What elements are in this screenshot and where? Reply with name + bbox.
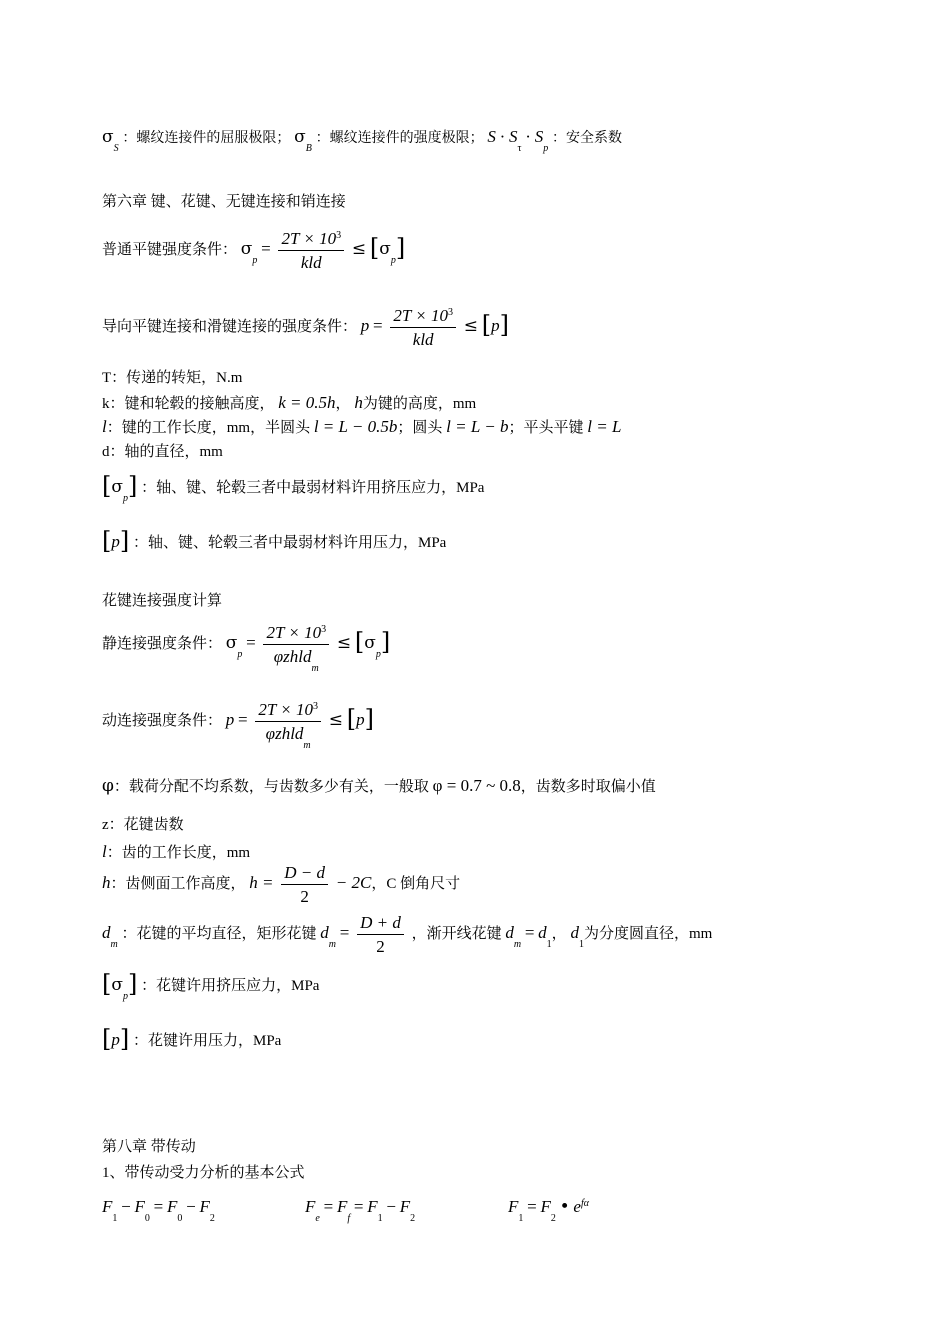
- chapter-6-title: 第六章 键、花键、无键连接和销连接: [102, 194, 346, 210]
- spline-static-formula: 静连接强度条件： $\sigma_p$ = $\frac{2T \times 10^3}{\varphi zhld_m}$ ≤ $[\sigma_p]$: [102, 623, 391, 674]
- var-l: l：键的工作长度，mm，半圆头 l = L − 0.5b；圆头 l = L − b；平头平键 l = L: [102, 417, 622, 436]
- sigma-symbol: σ: [102, 127, 114, 147]
- var-sigma-p: $[\sigma_p]$ ：轴、键、轮毂三者中最弱材料许用挤压应力，MPa: [102, 472, 485, 504]
- spline-title: 花键连接强度计算: [102, 593, 223, 609]
- var-h: h：齿侧面工作高度， h = $\frac{D - d}{2}$ − 2C，C 倒角尺寸: [102, 863, 461, 906]
- flat-key-formula: 普通平键强度条件： $\sigma_p$ = $\frac{2T \times 10^3}{\text{kld}}$ ≤ $[\sigma_p]$: [102, 229, 406, 272]
- spline-dynamic-fraction: $\frac{2T \times 10^3}{\varphi zhld_m}$: [255, 701, 321, 742]
- var-phi: φ：载荷分配不均系数，与齿数多少有关，一般取 φ = 0.7 ~ 0.8，齿数多时取偏小值: [102, 776, 656, 796]
- belt-formula-1: $F_1 - F_0 = F_0 - F_2$: [102, 1197, 215, 1224]
- flat-key-fraction: $\frac{2T \times 10^3}{\text{kld}}$: [278, 230, 344, 271]
- var-z: z：花键齿数: [102, 817, 184, 833]
- guide-key-fraction: $\frac{2T \times 10^3}{\text{kld}}$: [390, 307, 456, 348]
- yield-limit-desc: ：螺纹连接件的屈服极限；: [122, 131, 291, 146]
- var-dm: $d_m$ ：花键的平均直径，矩形花键 $d_m$ = $\frac{D + d}{2}$ ，渐开线花键 $d_m = d_1$， $d_1$为分度圆直径，mm: [102, 913, 713, 956]
- chapter-8-subtitle: 1、带传动受力分析的基本公式: [102, 1165, 305, 1181]
- safety-factor-desc: ：安全系数: [551, 131, 622, 146]
- line-sigma-definitions: $\sigma_S$ ：螺纹连接件的屈服极限； $\sigma_B$ ：螺纹连接件的强度极限； $S \cdot S_\tau \cdot S_p$ ：安全系数: [102, 127, 622, 154]
- guide-key-formula: 导向平键连接和滑键连接的强度条件： p = $\frac{2T \times 10^3}{\text{kld}}$ ≤ [p]: [102, 306, 509, 349]
- var-d: d：轴的直径，mm: [102, 444, 223, 460]
- var-t: T：传递的转矩，N.m: [102, 370, 243, 386]
- chapter-8-title: 第八章 带传动: [102, 1139, 196, 1155]
- var-l-spline: l：齿的工作长度，mm: [102, 842, 251, 861]
- var-p-spline: [p] ：花键许用压力，MPa: [102, 1025, 282, 1053]
- var-k: k：键和轮毂的接触高度， k = 0.5h， h为键的高度，mm: [102, 393, 477, 412]
- spline-static-fraction: $\frac{2T \times 10^3}{\varphi zhld_m}$: [263, 624, 329, 665]
- belt-formula-2: $F_e = F_f = F_1 - F_2$: [305, 1197, 416, 1224]
- var-sigma-p-spline: $[\sigma_p]$ ：花键许用挤压应力，MPa: [102, 970, 320, 1002]
- spline-dynamic-formula: 动连接强度条件： p = $\frac{2T \times 10^3}{\varphi zhld_m}$ ≤ [p]: [102, 700, 374, 751]
- strength-limit-desc: ：螺纹连接件的强度极限；: [315, 131, 484, 146]
- h-fraction: $\frac{D - d}{2}$: [281, 864, 328, 905]
- var-p-bracket: [p] ：轴、键、轮毂三者中最弱材料许用压力，MPa: [102, 527, 447, 555]
- belt-formula-3: $F_1 = F_2$ • $e^{f\alpha}$: [508, 1197, 589, 1224]
- dm-fraction: $\frac{D + d}{2}$: [357, 914, 404, 955]
